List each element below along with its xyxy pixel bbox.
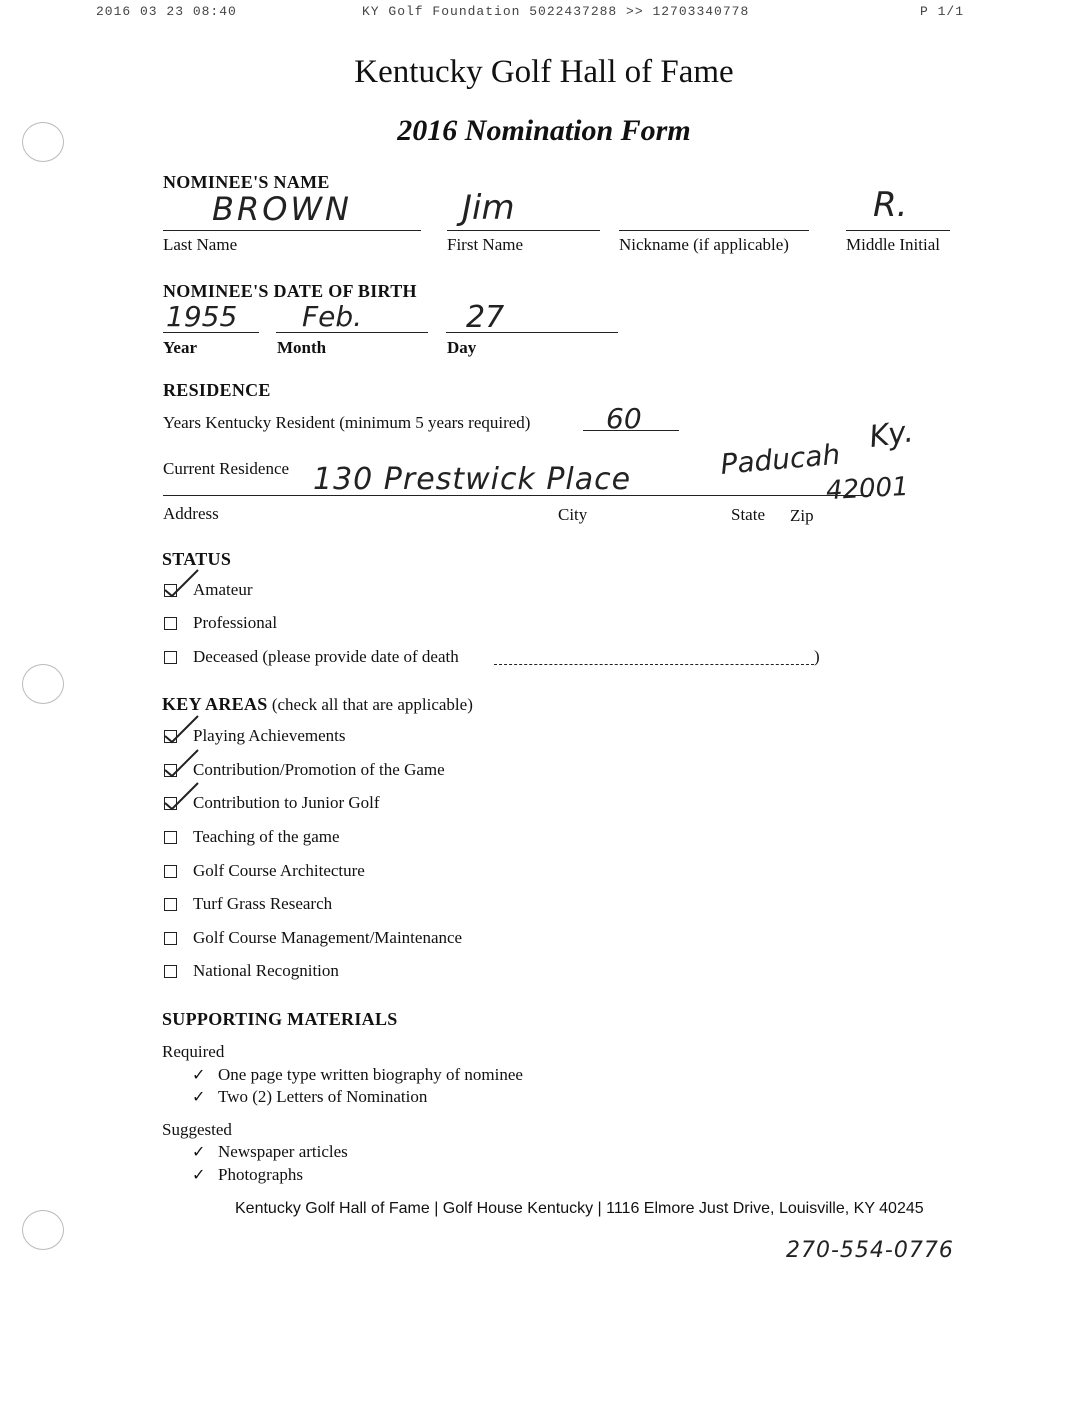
check-icon: ✓ (192, 1065, 206, 1084)
page-title: Kentucky Golf Hall of Fame (354, 54, 734, 90)
residence-heading: RESIDENCE (163, 380, 271, 400)
check-icon: ✓ (192, 1165, 206, 1184)
key-area-turf-checkbox[interactable] (164, 898, 177, 911)
dob-year-value[interactable]: 1955 (166, 300, 238, 333)
current-residence-label: Current Residence (163, 459, 290, 478)
state-value[interactable]: Ky. (867, 414, 916, 455)
check-icon: ✓ (192, 1087, 206, 1106)
key-area-promotion-label: Contribution/Promotion of the Game (193, 760, 445, 779)
years-resident-line (583, 430, 679, 431)
required-label: Required (162, 1042, 225, 1061)
status-deceased-checkbox[interactable] (164, 651, 177, 664)
key-area-national-checkbox[interactable] (164, 965, 177, 978)
dob-month-label: Month (277, 338, 327, 357)
dob-day-value[interactable]: 27 (466, 300, 505, 335)
last-name-line (163, 230, 421, 231)
years-resident-label: Years Kentucky Resident (minimum 5 years required) (163, 413, 531, 432)
key-area-teaching-label: Teaching of the game (193, 827, 340, 846)
address-label: Address (163, 504, 219, 523)
form-subtitle: 2016 Nomination Form (397, 114, 691, 147)
check-icon: ✓ (192, 1142, 206, 1161)
fax-header-center: KY Golf Foundation 5022437288 >> 12703340778 (362, 4, 750, 19)
dob-month-line (276, 332, 428, 333)
key-area-architecture-checkbox[interactable] (164, 865, 177, 878)
middle-initial-label: Middle Initial (846, 235, 940, 254)
key-area-turf-label: Turf Grass Research (193, 894, 333, 913)
key-area-architecture-label: Golf Course Architecture (193, 861, 365, 880)
status-professional-checkbox[interactable] (164, 617, 177, 630)
first-name-value[interactable]: Jim (462, 188, 515, 228)
dob-heading: NOMINEE'S DATE OF BIRTH (163, 281, 417, 301)
last-name-label: Last Name (163, 235, 238, 254)
dob-month-value[interactable]: Feb. (302, 300, 363, 333)
status-amateur-label: Amateur (193, 580, 253, 599)
address-value[interactable]: 130 Prestwick Place (313, 462, 632, 497)
dob-year-line (163, 332, 259, 333)
middle-initial-line (846, 230, 950, 231)
punch-hole-bottom (22, 1210, 64, 1250)
required-item-letters: Two (2) Letters of Nomination (218, 1087, 428, 1106)
supporting-heading: SUPPORTING MATERIALS (162, 1009, 398, 1029)
handwritten-phone: 270-554-0776 (786, 1238, 954, 1263)
date-of-death-line (494, 664, 814, 665)
dob-day-line (446, 332, 618, 333)
punch-hole-middle (22, 664, 64, 704)
zip-value[interactable]: 42001 (825, 471, 910, 507)
dob-year-label: Year (163, 338, 197, 357)
status-heading: STATUS (162, 549, 232, 569)
key-area-management-label: Golf Course Management/Maintenance (193, 928, 463, 947)
city-value[interactable]: Paducah (719, 437, 842, 481)
fax-header-right: P 1/1 (920, 4, 965, 19)
fax-header-left: 2016 03 23 08:40 (96, 4, 237, 19)
key-areas-heading: KEY AREAS (162, 694, 268, 714)
deceased-close-paren: ) (814, 647, 820, 666)
state-label: State (731, 505, 765, 524)
years-resident-value[interactable]: 60 (606, 402, 642, 435)
key-area-management-checkbox[interactable] (164, 932, 177, 945)
first-name-line (447, 230, 600, 231)
key-areas-note: (check all that are applicable) (271, 695, 473, 714)
key-area-teaching-checkbox[interactable] (164, 831, 177, 844)
first-name-label: First Name (447, 235, 524, 254)
status-deceased-label: Deceased (please provide date of death (193, 647, 459, 666)
suggested-label: Suggested (162, 1120, 232, 1139)
nickname-line (619, 230, 809, 231)
city-label: City (558, 505, 588, 524)
required-item-biography: One page type written biography of nominee (218, 1065, 523, 1084)
name-heading: NOMINEE'S NAME (163, 172, 330, 192)
key-area-junior-label: Contribution to Junior Golf (193, 793, 380, 812)
nickname-label: Nickname (if applicable) (619, 235, 789, 254)
dob-day-label: Day (447, 338, 477, 357)
zip-label: Zip (790, 506, 814, 525)
address-line (163, 495, 871, 496)
last-name-value[interactable]: BROWN (212, 190, 352, 228)
key-area-national-label: National Recognition (193, 961, 339, 980)
suggested-item-photographs: Photographs (218, 1165, 303, 1184)
suggested-item-newspaper: Newspaper articles (218, 1142, 348, 1161)
status-professional-label: Professional (193, 613, 278, 632)
key-area-playing-label: Playing Achievements (193, 726, 346, 745)
middle-initial-value[interactable]: R. (873, 185, 908, 225)
footer-address: Kentucky Golf Hall of Fame | Golf House Kentucky | 1116 Elmore Just Drive, Louisville, KY 40245 (235, 1200, 924, 1217)
key-areas-heading-row (162, 694, 473, 715)
